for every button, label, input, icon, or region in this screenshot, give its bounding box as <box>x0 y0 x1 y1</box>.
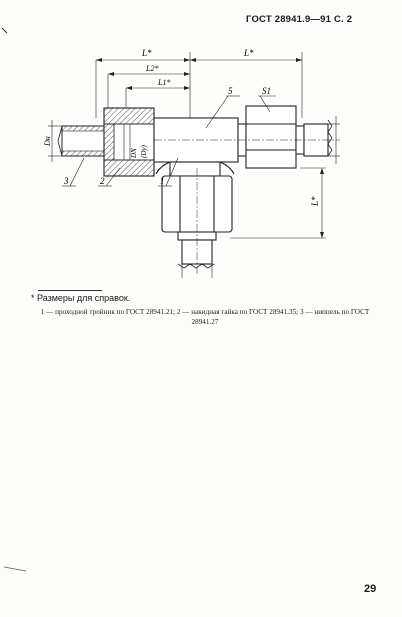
part-label-1: 1 <box>160 176 165 186</box>
dim-label-diameter: Dн <box>43 136 52 146</box>
dim-label-top-left: L* <box>142 48 152 58</box>
part-label-3: 3 <box>64 176 69 186</box>
part-label-5: 5 <box>228 86 233 96</box>
thread-label-dn: DN <box>130 148 138 158</box>
tee-body <box>154 118 238 176</box>
page-number: 29 <box>364 583 377 595</box>
nipple-pipe-left <box>58 126 106 156</box>
thread-label-du: (Dу) <box>140 145 148 158</box>
part-label-s1: S1 <box>262 86 271 96</box>
tee-connection-drawing <box>0 0 402 290</box>
right-connector <box>238 106 328 168</box>
footnote-separator <box>38 290 102 291</box>
dim-label-right-vertical: L* <box>310 196 320 206</box>
part-label-2: 2 <box>100 176 105 186</box>
dim-label-lower: L1* <box>158 78 171 87</box>
figure-caption: 1 — проходной тройник по ГОСТ 28941.21; 2 — накидная гайка по ГОСТ 28941.35; 3 — ниппель по ГОСТ 28941.27 <box>40 308 370 326</box>
footnote: * Размеры для справок. <box>31 293 131 303</box>
standard-reference-header: ГОСТ 28941.9—91 С. 2 <box>246 14 353 25</box>
scan-mark-icon <box>4 566 28 572</box>
union-nut <box>104 108 154 176</box>
break-line-right <box>328 120 332 156</box>
dim-label-middle: L2* <box>146 64 159 73</box>
dim-label-top-right: L* <box>244 48 254 58</box>
break-line-bottom <box>178 264 214 268</box>
